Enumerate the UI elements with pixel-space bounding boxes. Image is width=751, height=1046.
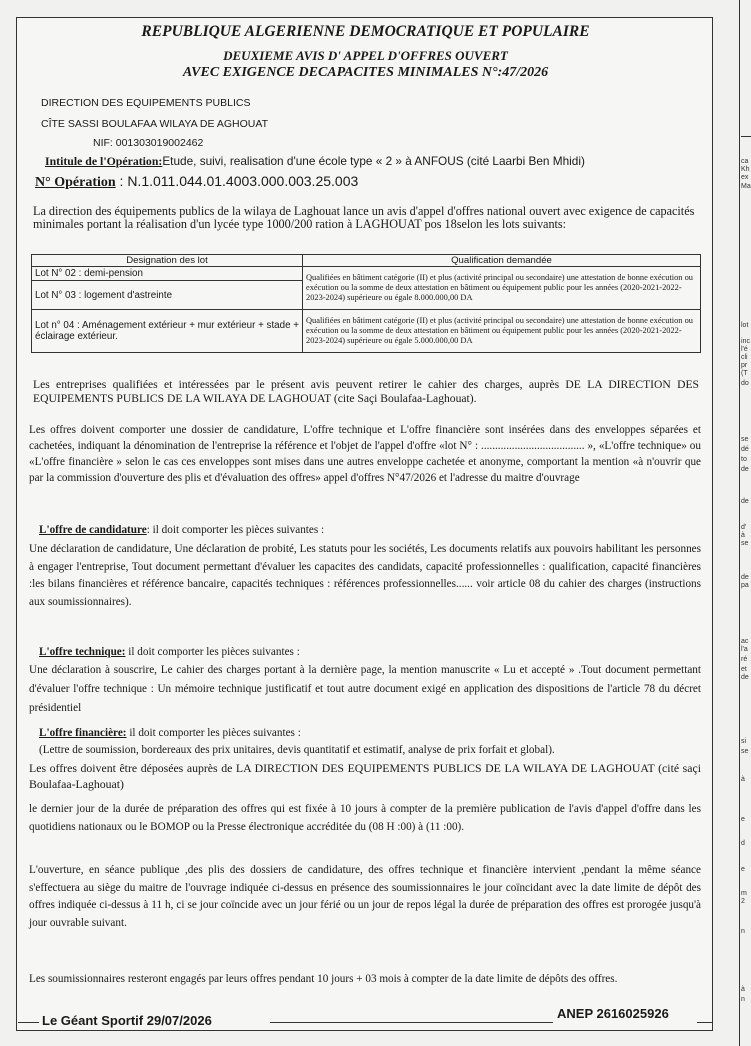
technique-heading	[39, 644, 699, 660]
column-fragment-text: à	[741, 532, 745, 539]
operation-title-label: Intitule de l'Opération:	[45, 154, 163, 168]
technique-text: Une déclaration à souscrire, Le cahier des charges portant à la dernière page, la mention manuscrite « Lu et accepté » .Tout document permettant d'évaluer l'offre technique : Un mémoire technique justificatif et tout autre document exigé en application des dispositions de l'article 78 du décret présidentiel	[29, 664, 701, 714]
column-fragment-text: de	[741, 466, 749, 473]
column-fragment-text: se	[741, 436, 749, 443]
candidature-heading	[39, 522, 699, 538]
column-fragment-text: se	[741, 540, 749, 547]
candidature-label: L'offre de candidature	[39, 524, 147, 536]
column-fragment-text: lot	[741, 322, 749, 329]
financiere-label: L'offre financière:	[39, 727, 127, 739]
column-fragment-text: de	[741, 574, 749, 581]
tender-notice	[16, 17, 713, 1031]
column-fragment-text: dé	[741, 446, 749, 453]
notice-number-title: AVEC EXIGENCE DECAPACITES MINIMALES N°:47/2026	[182, 65, 549, 80]
table-row	[32, 310, 701, 353]
offres-paragraph: Les offres doivent comporter une dossier de candidature, L'offre technique et L'offre financière sont insérées dans des enveloppes séparées et cachetées, indiquant la dénomination de l'entreprise la référence et l'objet de l'appel d'offre «lot N° : ..................................... », «L'offre technique» ou «L'offre financière » selon le cas ces enveloppes sont mises dans une autres enveloppe cachetée et anonyme, comportant la mention «à n'ouvrir que par la commission d'ouverture des plis et d'évaluation des offres» appel d'offres N°47/2026 et l'adresse du maitre d'ouvrage	[29, 424, 701, 484]
column-fragment-text: pa	[741, 582, 749, 589]
candidature-suffix: : il doit comporter les pièces suivantes :	[146, 524, 325, 536]
delai-paragraph: le dernier jour de la durée de préparation des offres qui est fixée à 10 jours à compter de la première publication de l'avis d'appel d'offre dans les quotidiens nationaux ou le BOMOP ou la Presse électronique accréditée du (08 H :00) à (11 :00).	[29, 803, 701, 833]
footer-anep-number: ANEP 2616025926	[557, 1006, 669, 1021]
operation-number	[35, 173, 358, 191]
operation-number-value: : N.1.011.044.01.4003.000.003.25.003	[119, 173, 359, 189]
lot-designation: Lot N° 02 : demi-pension	[32, 267, 303, 281]
column-fragment-text: d	[741, 840, 745, 847]
lots-table	[31, 254, 701, 353]
column-fragment-text: ex	[741, 174, 749, 181]
table-header-qualification: Qualification demandée	[303, 255, 701, 267]
column-fragment-text: n	[741, 996, 745, 1003]
column-fragment-text: et	[741, 666, 747, 673]
column-fragment-text: ré	[741, 656, 748, 663]
technique-suffix: il doit comporter les pièces suivantes :	[125, 646, 300, 658]
financiere-heading	[39, 725, 699, 741]
financiere-suffix: il doit comporter les pièces suivantes :	[126, 727, 301, 739]
financiere-text: (Lettre de soumission, bordereaux des prix unitaires, devis quantitatif et estimatif, analyse de prix forfait et global).	[39, 744, 555, 756]
column-fragment-text: l'a	[741, 646, 748, 653]
lot-designation: Lot N° 03 : logement d'astreinte	[32, 281, 303, 310]
retrait-paragraph: Les entreprises qualifiées et intéressées par le présent avis peuvent retirer le cahier des charges, auprès DE LA DIRECTION DES EQUIPEMENTS PUBLICS DE LA WILAYA DE LAGHOUAT (cite Saçi Boulafaa-Laghouat).	[33, 378, 699, 405]
authority-name: DIRECTION DES EQUIPEMENTS PUBLICS	[41, 97, 251, 109]
column-fragment-text: n	[741, 928, 745, 935]
table-header-designation: Designation des lot	[32, 255, 303, 267]
adjacent-column-fragment	[738, 0, 749, 1046]
column-fragment-text: e	[741, 866, 745, 873]
authority-address: CÎTE SASSI BOULAFAA WILAYA DE AGHOUAT	[41, 118, 268, 130]
column-fragment-text: to	[741, 456, 747, 463]
column-fragment-text: do	[741, 380, 749, 387]
ouverture-paragraph: L'ouverture, en séance publique ,des plis des dossiers de candidature, des offres technique et financière intervient ,pendant la même séance s'effectuera au siège du maitre de l'ouvrage indiquée ci-dessus en présence des soumissionnaires le jour coïncidant avec la date limite de dépôt des offres indiquée ci-dessus à 11 h, ci se jour coïncide avec un jour férié ou un jour de repos légal la durée de préparation des offres est prorogée jusqu'à jour ouvrable suivant.	[29, 864, 701, 929]
column-fragment-text: à	[741, 776, 745, 783]
column-fragment-text: cli	[741, 354, 748, 361]
column-fragment-text: de	[741, 674, 749, 681]
column-fragment-text: l'é	[741, 346, 748, 353]
technique-label: L'offre technique:	[39, 646, 126, 658]
column-fragment-text: ac	[741, 638, 749, 645]
column-fragment-text: m	[741, 890, 747, 897]
footer-rule-left	[18, 1022, 39, 1023]
column-divider	[739, 0, 740, 1046]
column-fragment-text: 2	[741, 898, 745, 905]
table-header-row	[32, 255, 701, 267]
authority-nif: NIF: 001303019002462	[93, 137, 204, 149]
notice-subtitle: DEUXIEME AVIS D' APPEL D'OFFRES OUVERT	[223, 48, 508, 63]
column-fragment-text: à	[741, 986, 745, 993]
engagement-paragraph: Les soumissionnaires resteront engagés par leurs offres pendant 10 jours + 03 mois à compter de la date limite de dépôts des offres.	[29, 973, 618, 985]
column-fragment-text: ca	[741, 158, 749, 165]
column-fragment-text: Ma	[741, 183, 751, 190]
footer-newspaper-date: Le Géant Sportif 29/07/2026	[42, 1013, 212, 1028]
operation-title-value: Etude, suivi, realisation d'une école type « 2 » à ANFOUS (cité Laarbi Ben Mhidi)	[162, 154, 585, 168]
lot-qualification: Qualifiées en bâtiment catégorie (II) et plus (activité principal ou secondaire) une attestation de bonne exécution ou exécution ou la somme de deux attestation en bâtiment ou équipement public pour les années (2020-2021-2022-2023-2024) supérieure ou égale 5.000.000,00 DA	[303, 310, 701, 353]
operation-number-label: N° Opération	[35, 175, 116, 190]
operation-title	[45, 154, 585, 169]
lot-qualification: Qualifiées en bâtiment catégorie (II) et plus (activité principal ou secondaire) une attestation de bonne exécution ou exécution ou la somme de deux attestation en bâtiment ou équipement public pour les années (2020-2021-2022-2023-2024) supérieure ou égale 8.000.000,00 DA	[303, 267, 701, 310]
candidature-text: Une déclaration de candidature, Une déclaration de probité, Les statuts pour les sociétés, Les documents relatifs aux pouvoirs habilitant les personnes à engager l'entreprise, Tout document permettant d'évaluer les capacites des candidats, capacité professionnelles : qualification, capacité financières :les bilans financières et référence bancaire, capacités techniques : références professionnelles...... voir article 08 du cahier des charges (instructions aux soumissionnaires).	[29, 543, 701, 608]
column-fragment-text: de	[741, 498, 749, 505]
column-fragment-text: si	[741, 738, 747, 745]
column-fragment-text: pr	[741, 362, 748, 369]
column-fragment-text: d'	[741, 524, 747, 531]
republic-title: REPUBLIQUE ALGERIENNE DEMOCRATIQUE ET POPULAIRE	[141, 23, 590, 40]
column-fragment-text: e	[741, 816, 745, 823]
column-fragment-text: se	[741, 748, 749, 755]
table-row	[32, 267, 701, 281]
lot-designation: Lot n° 04 : Aménagement extérieur + mur extérieur + stade + éclairage extérieur.	[32, 310, 303, 353]
footer-rule-right	[697, 1022, 713, 1023]
column-fragment-text: Kh	[741, 166, 750, 173]
column-fragment-text: inc	[741, 338, 750, 345]
column-fragment-text: (T	[741, 370, 748, 377]
footer-rule-middle	[270, 1022, 553, 1023]
intro-paragraph: La direction des équipements publics de la wilaya de Laghouat lance un avis d'appel d'offres national ouvert avec exigence de capacités minimales portant la réalisation d'un lycée type 1000/200 ration à LAGHOUAT pos 18selon les lots suivants:	[33, 204, 695, 231]
depot-paragraph: Les offres doivent être déposées auprès de LA DIRECTION DES EQUIPEMENTS PUBLICS DE LA WILAYA DE LAGHOUAT (cité saçi Boulafaa-Laghouat)	[29, 761, 701, 791]
column-tick	[741, 136, 751, 137]
